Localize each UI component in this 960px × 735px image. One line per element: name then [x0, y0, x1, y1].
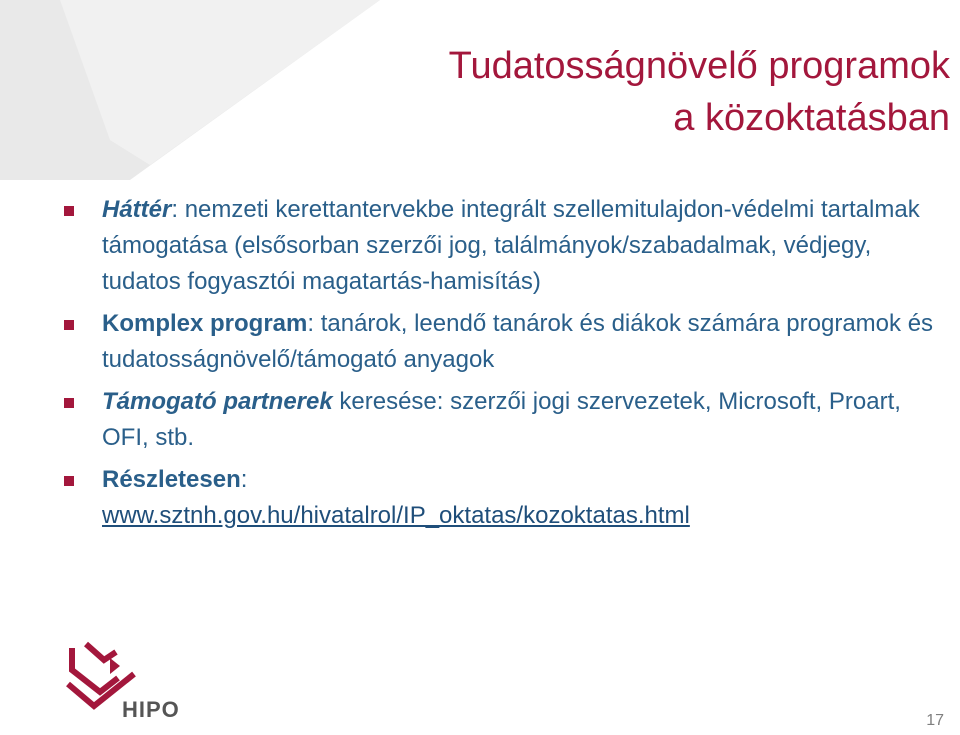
bullet-square-icon — [64, 398, 74, 408]
bullet-square-icon — [64, 320, 74, 330]
bullet-keyword: Háttér — [102, 196, 172, 223]
title-line-1: Tudatosságnövelő programok — [448, 45, 950, 87]
bullet-text: : — [240, 466, 248, 493]
title-line-2: a közoktatásban — [673, 97, 950, 139]
bullet-item-reszletesen — [62, 462, 942, 534]
page-title — [250, 40, 950, 144]
details-link[interactable]: www.sztnh.gov.hu/hivatalrol/IP_oktatas/kozoktatas.html — [102, 502, 690, 529]
bullet-item-hatter — [62, 192, 942, 300]
bullet-text: : tanárok, leendő tanárok és diákok számára programok és tudatosságnövelő/támogató anyagok — [102, 310, 934, 373]
bullet-text: keresése: szerzői jogi szervezetek, Microsoft, Proart, OFI, stb. — [102, 388, 901, 451]
bullet-keyword: Támogató partnerek — [102, 388, 333, 415]
bullet-item-tamogato-partnerek — [62, 384, 942, 456]
bullet-square-icon — [64, 206, 74, 216]
bullet-keyword: Részletesen — [102, 466, 241, 493]
bullet-list — [62, 192, 942, 540]
bullet-square-icon — [64, 476, 74, 486]
bullet-text: : nemzeti kerettantervekbe integrált szellemitulajdon-védelmi tartalmak támogatása (elsősorban szerzői jog, találmányok/szabadalmak, védjegy, tudatos fogyasztói magatartás-hamisítás) — [102, 196, 920, 295]
bullet-keyword: Komplex program — [102, 310, 308, 337]
page-number: 17 — [926, 712, 944, 729]
hipo-logo-text: HIPO — [122, 697, 180, 722]
bullet-item-komplex-program — [62, 306, 942, 378]
